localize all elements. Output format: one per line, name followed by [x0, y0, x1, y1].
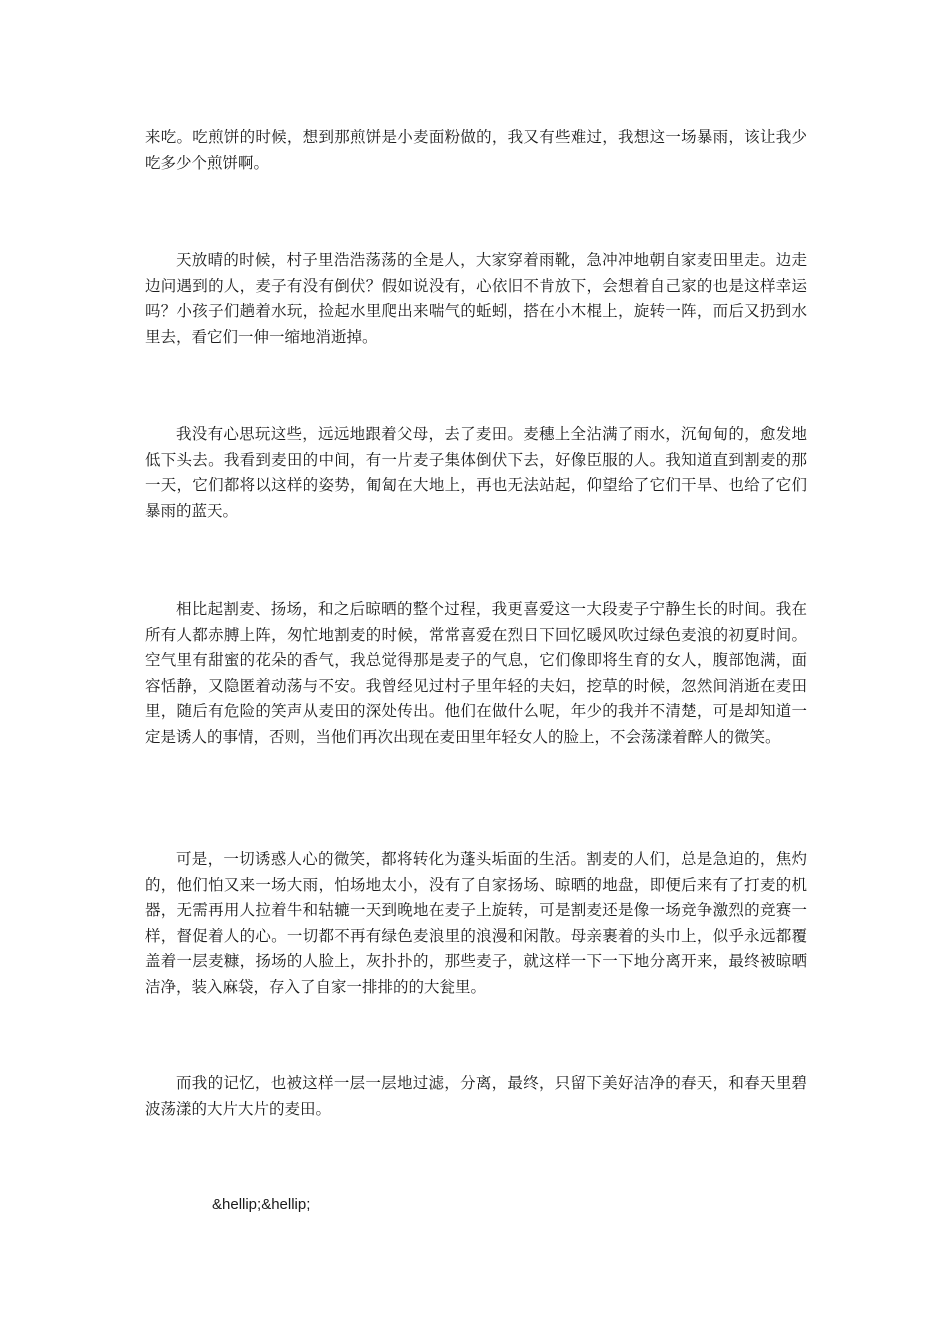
paragraph-1: 来吃。吃煎饼的时候，想到那煎饼是小麦面粉做的，我又有些难过，我想这一场暴雨，该让我少吃多少个煎饼啊。	[145, 128, 807, 172]
paragraph-6: 而我的记忆，也被这样一层一层地过滤，分离，最终，只留下美好洁净的春天，和春天里碧波荡漾的大片大片的麦田。	[145, 1074, 807, 1118]
paragraph-3: 我没有心思玩这些，远远地跟着父母，去了麦田。麦穗上全沾满了雨水，沉甸甸的，愈发地低下头去。我看到麦田的中间，有一片麦子集体倒伏下去，好像臣服的人。我知道直到割麦的那一天，它们都将以这样的姿势，匍匐在大地上，再也无法站起，仰望给了它们干旱、也给了它们暴雨的蓝天。	[145, 425, 807, 520]
paragraph-5: 可是，一切诱惑人心的微笑，都将转化为蓬头垢面的生活。割麦的人们，总是急迫的，焦灼的，他们怕又来一场大雨，怕场地太小，没有了自家扬场、晾晒的地盘，即便后来有了打麦的机器，无需再用人拉着牛和轱辘一天到晚地在麦子上旋转，可是割麦还是像一场竞争激烈的竞赛一样，督促着人的心。一切都不再有绿色麦浪里的浪漫和闲散。母亲裹着的头巾上，似乎永远都覆盖着一层麦糠，扬场的人脸上，灰扑扑的，那些麦子，就这样一下一下地分离开来，最终被晾晒洁净，装入麻袋，存入了自家一排排的的大瓮里。	[145, 850, 807, 996]
paragraph-4: 相比起割麦、扬场，和之后晾晒的整个过程，我更喜爱这一大段麦子宁静生长的时间。我在所有人都赤膊上阵，匆忙地割麦的时候，常常喜爱在烈日下回忆暖风吹过绿色麦浪的初夏时间。空气里有甜蜜的花朵的香气，我总觉得那是麦子的气息，它们像即将生育的女人，腹部饱满，面容恬静，又隐匿着动荡与不安。我曾经见过村子里年轻的夫妇，挖草的时候，忽然间消逝在麦田里，随后有危险的笑声从麦田的深处传出。他们在做什么呢，年少的我并不清楚，可是却知道一定是诱人的事情，否则，当他们再次出现在麦田里年轻女人的脸上，不会荡漾着醉人的微笑。	[145, 600, 807, 746]
ellipsis-text: &hellip;&hellip;	[212, 1196, 311, 1213]
paragraph-2: 天放晴的时候，村子里浩浩荡荡的全是人，大家穿着雨靴，急冲冲地朝自家麦田里走。边走边问遇到的人，麦子有没有倒伏？假如说没有，心依旧不肯放下，会想着自己家的也是这样幸运吗？小孩子们趟着水玩，捡起水里爬出来喘气的蚯蚓，搭在小木棍上，旋转一阵，而后又扔到水里去，看它们一伸一缩地消逝掉。	[145, 251, 807, 346]
